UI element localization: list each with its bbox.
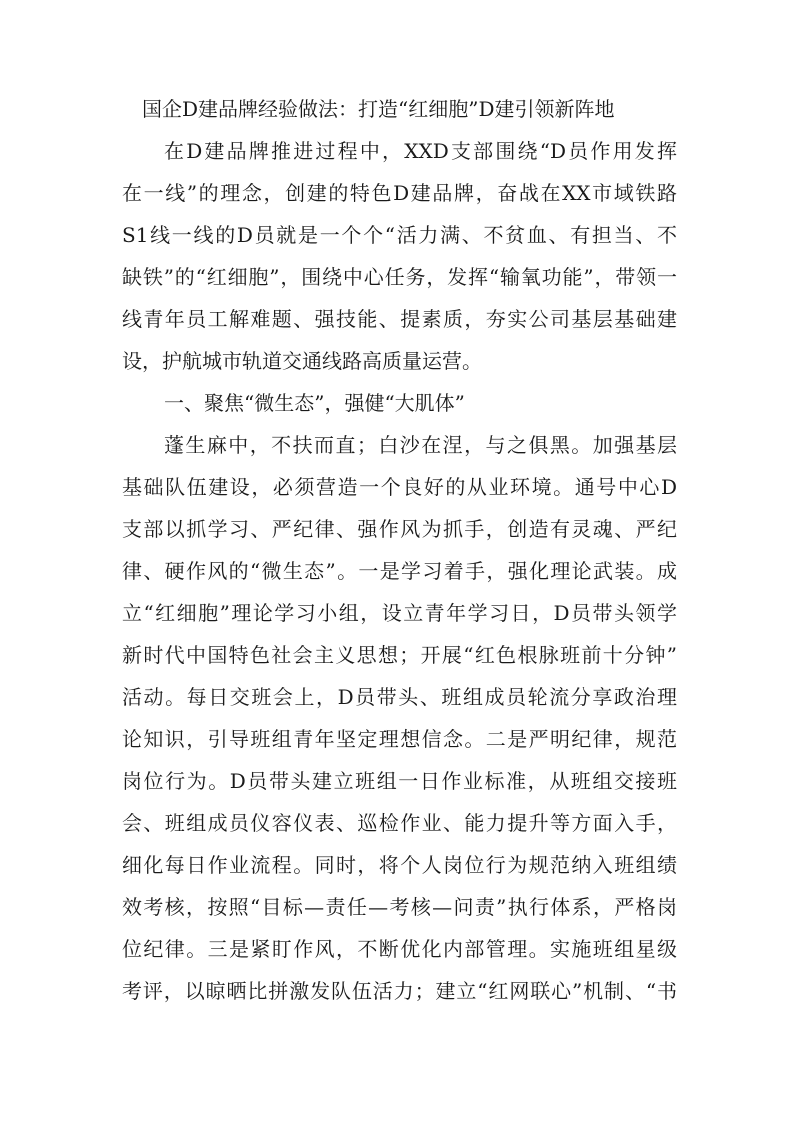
body-line: 论知识，引导班组青年坚定理想信念。二是严明纪律，规范	[122, 727, 677, 751]
body-line: 新时代中国特色社会主义思想；开展“红色根脉班前十分钟”	[122, 643, 677, 667]
body-line: 立“红细胞”理论学习小组，设立青年学习日，D员带头领学	[122, 601, 677, 625]
body-line: 在一线”的理念，创建的特色D建品牌，奋战在XX市域铁路	[122, 181, 677, 205]
body-line: 活动。每日交班会上，D员带头、班组成员轮流分享政治理	[122, 685, 677, 709]
body-line: S1线一线的D员就是一个个“活力满、不贫血、有担当、不	[122, 223, 677, 247]
body-line: 缺铁”的“红细胞”，围绕中心任务，发挥“输氧功能”，带领一	[122, 265, 677, 289]
body-line: 蓬生麻中，不扶而直；白沙在涅，与之俱黑。加强基层	[164, 433, 677, 457]
body-line: 细化每日作业流程。同时，将个人岗位行为规范纳入班组绩	[122, 853, 677, 877]
body-line: 律、硬作风的“微生态”。一是学习着手，强化理论武装。成	[122, 559, 677, 583]
body-line: 线青年员工解难题、强技能、提素质，夯实公司基层基础建	[122, 307, 677, 331]
body-line: 位纪律。三是紧盯作风，不断优化内部管理。实施班组星级	[122, 937, 677, 961]
body-line: 基础队伍建设，必须营造一个良好的从业环境。通号中心D	[122, 475, 677, 499]
document-title: 国企D建品牌经验做法：打造“红细胞”D建引领新阵地	[142, 97, 615, 121]
body-line: 设，护航城市轨道交通线路高质量运营。	[122, 349, 482, 373]
body-line: 岗位行为。D员带头建立班组一日作业标准，从班组交接班	[122, 769, 677, 793]
section-heading: 一、聚焦“微生态”，强健“大肌体”	[164, 391, 465, 415]
body-line: 在D建品牌推进过程中，XXD支部围绕“D员作用发挥	[164, 139, 677, 163]
body-line: 考评，以晾晒比拼激发队伍活力；建立“红网联心”机制、“书	[122, 979, 677, 1003]
body-line: 支部以抓学习、严纪律、强作风为抓手，创造有灵魂、严纪	[122, 517, 677, 541]
body-line: 效考核，按照“目标—责任—考核—问责”执行体系，严格岗	[122, 895, 677, 919]
body-line: 会、班组成员仪容仪表、巡检作业、能力提升等方面入手，	[122, 811, 677, 835]
